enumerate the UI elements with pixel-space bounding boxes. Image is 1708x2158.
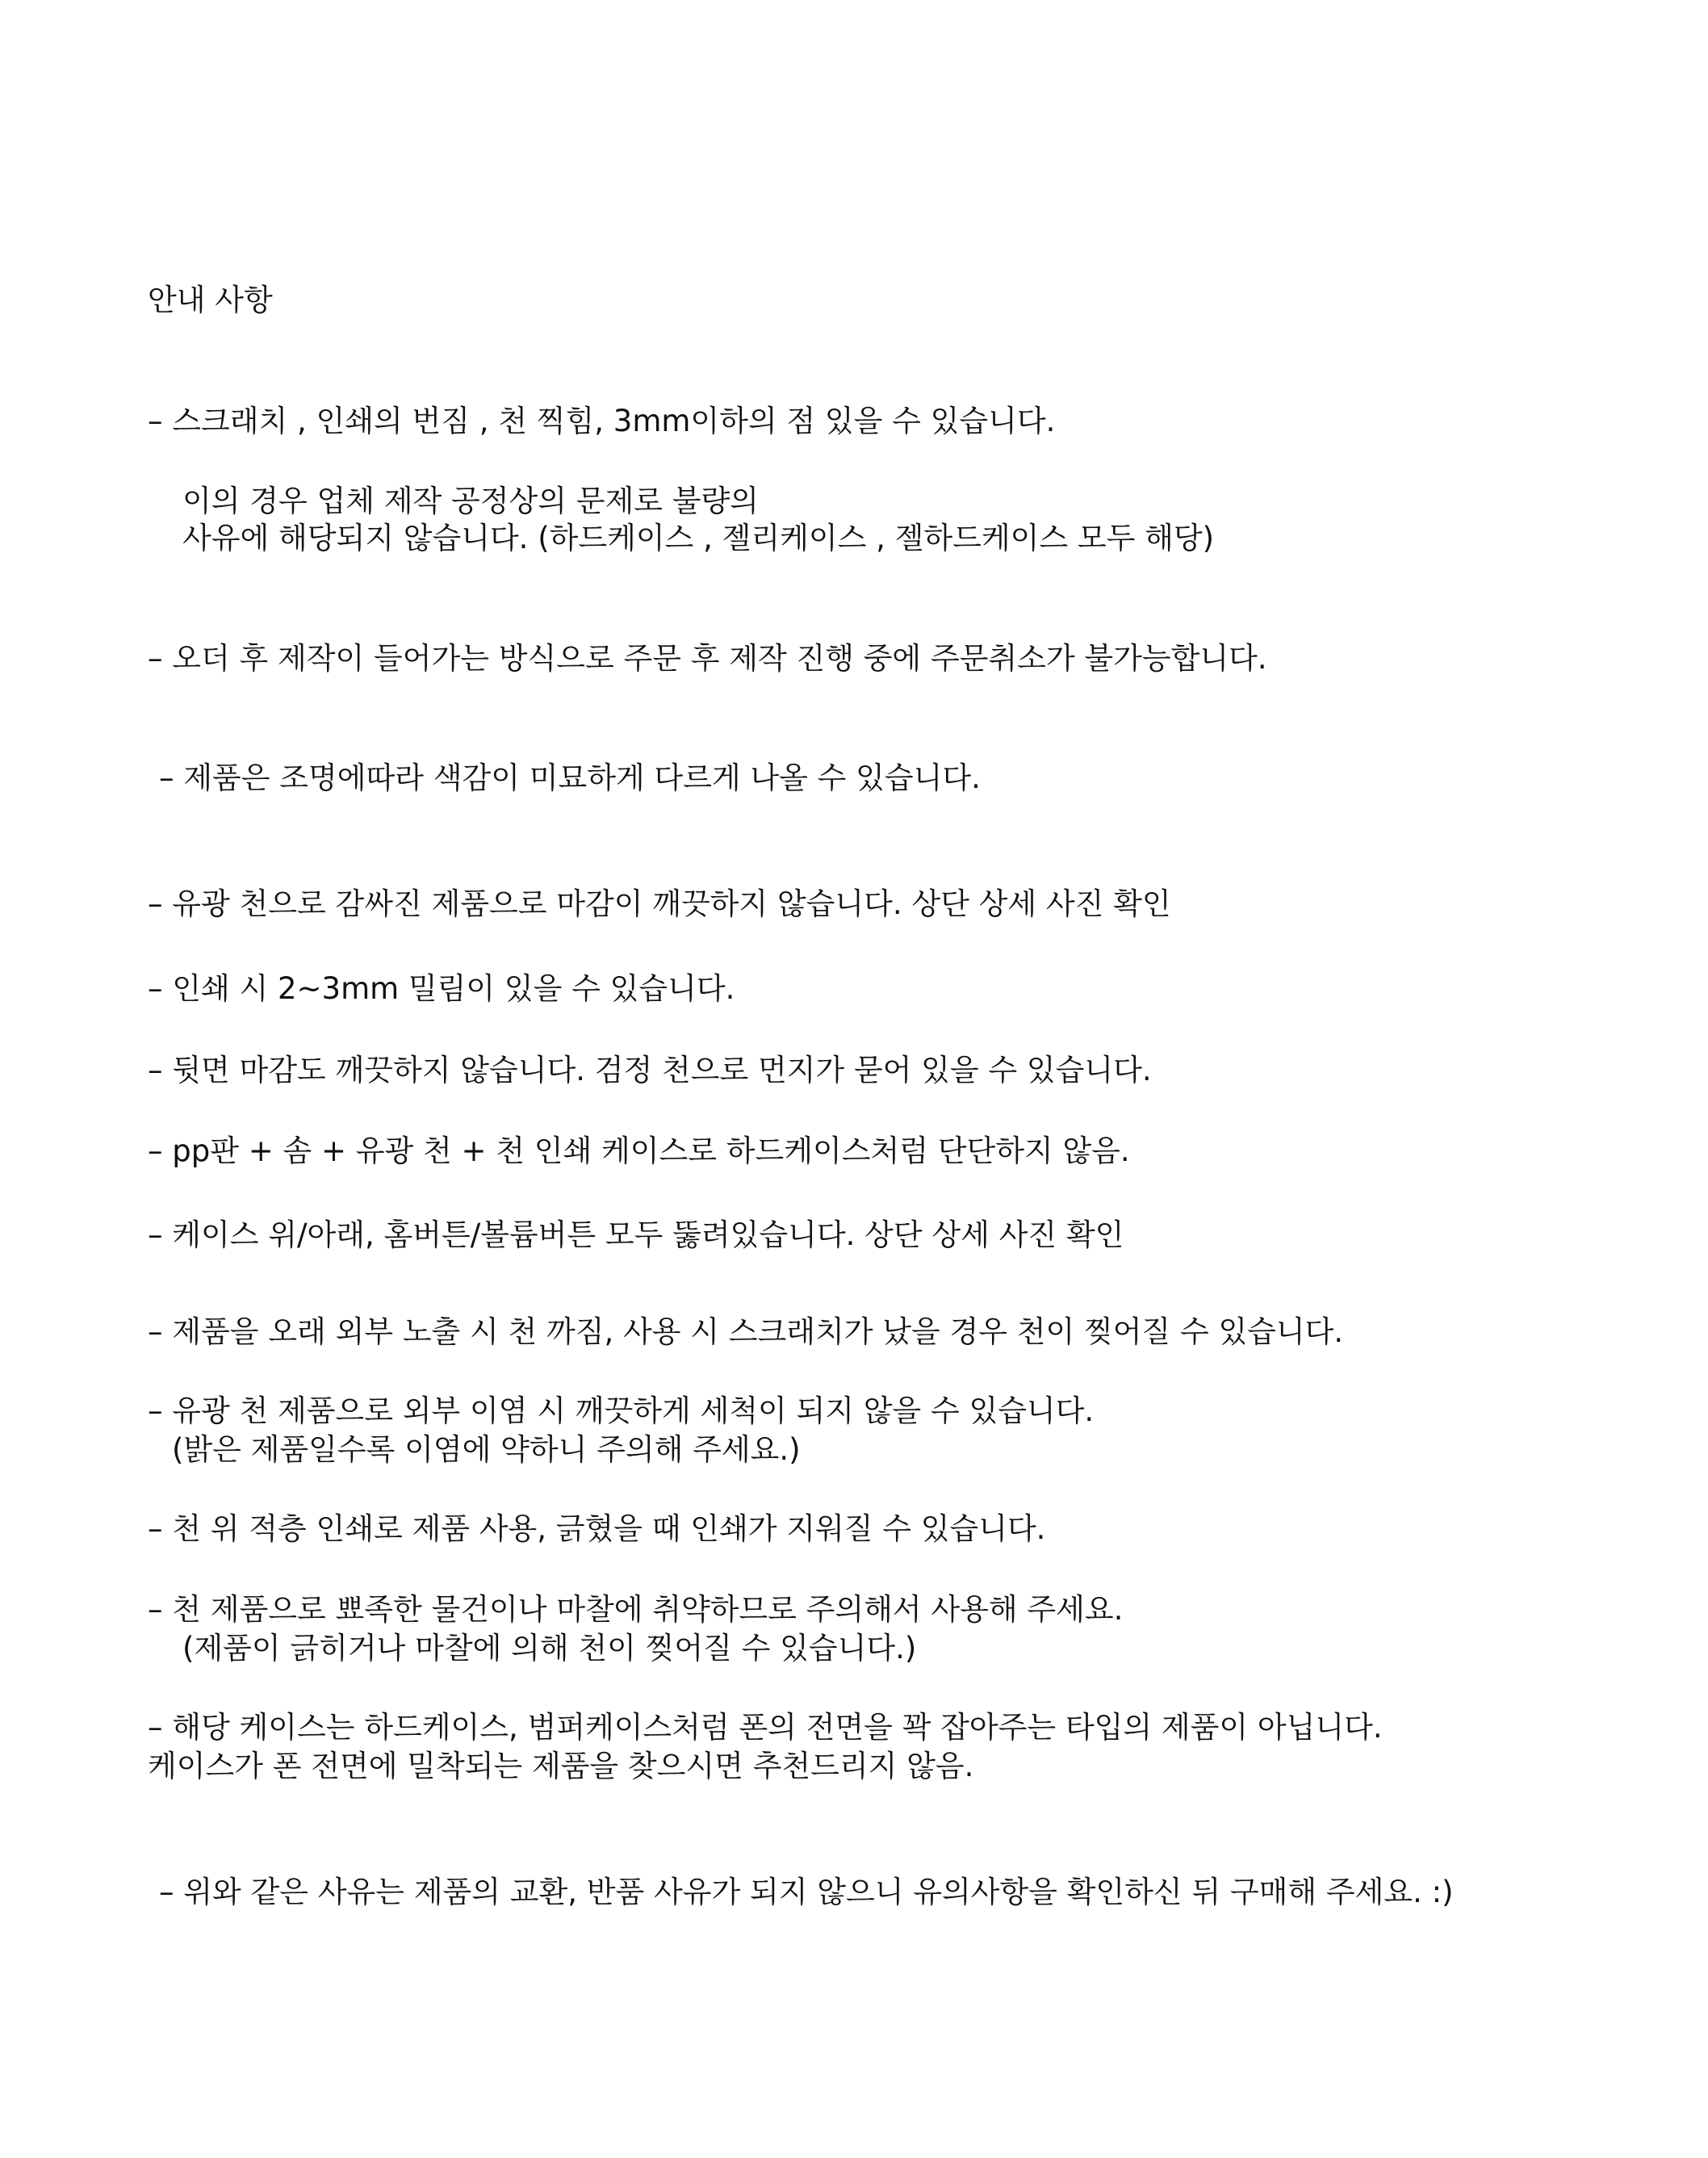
notice-exposure: – 제품을 오래 외부 노출 시 천 까짐, 사용 시 스크래치가 났을 경우 천이 찢어질 수 있습니다. <box>148 1314 1344 1349</box>
notice-scratch: – 스크래치 , 인쇄의 번짐 , 천 찍힘, 3mm이하의 점 있을 수 있습니다. <box>148 404 1056 438</box>
notice-defect-note-2: 사유에 해당되지 않습니다. (하드케이스 , 젤리케이스 , 젤하드케이스 모두 해당) <box>182 521 1215 555</box>
notice-material: – pp판 + 솜 + 유광 천 + 천 인쇄 케이스로 하드케이스처럼 단단하지 않음. <box>148 1133 1130 1168</box>
notice-stain: – 유광 천 제품으로 외부 이염 시 깨끗하게 세척이 되지 않을 수 있습니다. <box>148 1393 1095 1428</box>
notice-glossy-finish: – 유광 천으로 감싸진 제품으로 마감이 깨끗하지 않습니다. 상단 상세 사진 확인 <box>148 886 1171 921</box>
notice-back-finish: – 뒷면 마감도 깨끗하지 않습니다. 검정 천으로 먼지가 묻어 있을 수 있습니다. <box>148 1053 1152 1087</box>
notice-sharp-objects: – 천 제품으로 뾰족한 물건이나 마찰에 취약하므로 주의해서 사용해 주세요. <box>148 1592 1124 1627</box>
notice-case-type: – 해당 케이스는 하드케이스, 범퍼케이스처럼 폰의 전면을 꽉 잡아주는 타입의 제품이 아닙니다. <box>148 1710 1383 1745</box>
notice-openings: – 케이스 위/아래, 홈버튼/볼륨버튼 모두 뚫려있습니다. 상단 상세 사진 확인 <box>148 1217 1124 1252</box>
notice-no-return: – 위와 같은 사유는 제품의 교환, 반품 사유가 되지 않으니 유의사항을 확인하신 뒤 구매해 주세요. :) <box>159 1875 1454 1909</box>
page-title: 안내 사항 <box>148 283 273 317</box>
notice-print-offset: – 인쇄 시 2~3mm 밀림이 있을 수 있습니다. <box>148 971 735 1006</box>
notice-sharp-objects-note: (제품이 긁히거나 마찰에 의해 천이 찢어질 수 있습니다.) <box>182 1631 917 1666</box>
notice-color-variance: – 제품은 조명에따라 색감이 미묘하게 다르게 나올 수 있습니다. <box>159 761 981 795</box>
notice-stain-note: (밝은 제품일수록 이염에 약하니 주의해 주세요.) <box>172 1432 801 1467</box>
notice-case-type-note: 케이스가 폰 전면에 밀착되는 제품을 찾으시면 추천드리지 않음. <box>148 1749 974 1783</box>
notice-print-wear: – 천 위 적층 인쇄로 제품 사용, 긁혔을 때 인쇄가 지워질 수 있습니다. <box>148 1511 1046 1546</box>
notice-defect-note-1: 이의 경우 업체 제작 공정상의 문제로 불량의 <box>182 484 759 518</box>
notice-no-cancel: – 오더 후 제작이 들어가는 방식으로 주문 후 제작 진행 중에 주문취소가 불가능합니다. <box>148 641 1267 676</box>
